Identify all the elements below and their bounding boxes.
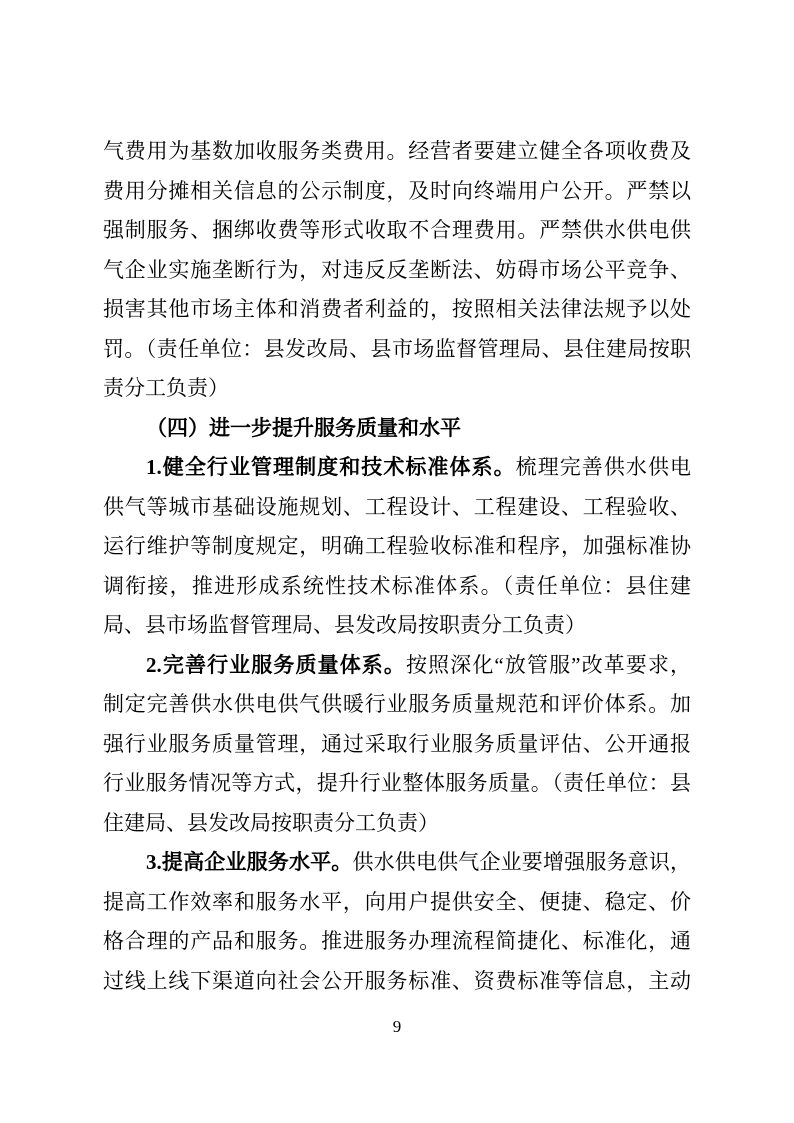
text-run: 过线上线下渠道向社会公开服务标准、资费标准等信息，主动 <box>103 968 691 993</box>
text-line <box>103 172 691 212</box>
text-run: 供水供电供气企业要增强服务意识， <box>352 850 692 874</box>
text-run: 供气等城市基础设施规划、工程设计、工程建设、工程验收、 <box>103 494 691 519</box>
document-body <box>103 132 691 1001</box>
text-line <box>103 211 691 251</box>
bold-text-run: （四）进一步提升服务质量和水平 <box>146 415 461 440</box>
text-line <box>103 330 691 370</box>
text-run: 调衔接，推进形成系统性技术标准体系。（责任单位：县住建 <box>103 573 691 598</box>
text-run: 提高工作效率和服务水平，向用户提供安全、便捷、稳定、价 <box>103 889 691 914</box>
text-line <box>103 290 691 330</box>
text-line <box>103 567 691 607</box>
text-line <box>103 922 691 962</box>
text-line <box>103 448 691 488</box>
text-line <box>103 409 691 449</box>
text-run: 气企业实施垄断行为，对违反反垄断法、妨碍市场公平竞争、 <box>103 257 691 282</box>
text-run: 气费用为基数加收服务类费用。经营者要建立健全各项收费及 <box>103 139 691 163</box>
bold-text-run: 1.健全行业管理制度和技术标准体系。 <box>146 455 516 479</box>
text-line <box>103 843 691 883</box>
text-run: 制定完善供水供电供气供暖行业服务质量规范和评价体系。加 <box>103 692 691 716</box>
text-line <box>103 725 691 765</box>
text-run: 运行维护等制度规定，明确工程验收标准和程序，加强标准协 <box>103 534 691 558</box>
text-run: 损害其他市场主体和消费者利益的，按照相关法律法规予以处 <box>103 297 691 321</box>
text-line <box>103 764 691 804</box>
text-run: 责分工负责） <box>103 376 229 400</box>
text-line <box>103 488 691 528</box>
text-line <box>103 251 691 291</box>
text-line <box>103 883 691 923</box>
bold-text-run: 3.提高企业服务水平。 <box>146 850 353 874</box>
text-line <box>103 685 691 725</box>
text-line <box>103 962 691 1002</box>
bold-text-run: 2.完善行业服务质量体系。 <box>146 652 407 677</box>
text-run: 局、县市场监督管理局、县发改局按职责分工负责） <box>103 613 586 637</box>
text-run: 强制服务、捆绑收费等形式收取不合理费用。严禁供水供电供 <box>103 218 691 242</box>
text-line <box>103 527 691 567</box>
text-line <box>103 804 691 844</box>
text-run: 梳理完善供水供电 <box>515 455 692 479</box>
text-line <box>103 132 691 172</box>
text-run: 住建局、县发改局按职责分工负责） <box>103 810 439 835</box>
text-run: 强行业服务质量管理，通过采取行业服务质量评估、公开通报 <box>103 731 691 756</box>
text-line <box>103 606 691 646</box>
text-line <box>103 646 691 686</box>
page-footer <box>0 1016 794 1038</box>
text-run: 格合理的产品和服务。推进服务办理流程简捷化、标准化，通 <box>103 929 691 953</box>
text-run: 按照深化“放管服”改革要求， <box>406 652 692 677</box>
text-run: 行业服务情况等方式，提升行业整体服务质量。（责任单位：县 <box>103 771 691 795</box>
text-run: 费用分摊相关信息的公示制度，及时向终端用户公开。严禁以 <box>103 178 691 203</box>
text-run: 罚。（责任单位：县发改局、县市场监督管理局、县住建局按职 <box>103 336 691 361</box>
text-line <box>103 369 691 409</box>
page-number: 9 <box>392 1017 402 1036</box>
